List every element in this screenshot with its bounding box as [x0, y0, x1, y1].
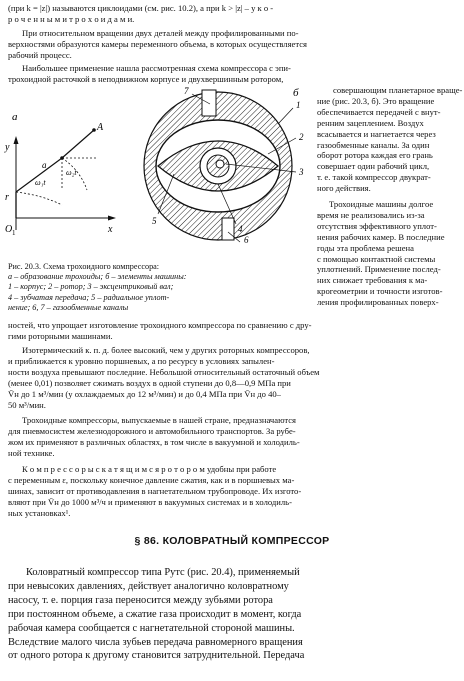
origin-subscript: 1	[12, 229, 16, 237]
text-line: и приближается к уровню поршневых, а по ресурсу в условиях запылен-	[8, 355, 275, 366]
part-label-4: 4	[238, 224, 243, 234]
text-line: (при k = |z|) называются циклоидами (см. рис. 10.2), а при k > |z| – у к о -	[8, 3, 274, 13]
text-line: оборот ротора каждая его грань	[317, 150, 433, 161]
text-line: ной технике.	[8, 447, 55, 458]
text-line: ного действия.	[317, 183, 371, 194]
caption-line: 1 – корпус; 2 – ротор; 3 – эксцентриковый вал;	[8, 282, 174, 292]
paragraph-5	[8, 464, 458, 519]
part-label-5: 5	[152, 216, 157, 226]
omega1-label: ω₁t	[35, 178, 46, 187]
part-label-1: 1	[296, 100, 301, 110]
text-line: т. е. такой компрессор двукрат-	[317, 172, 431, 183]
text-line: ления профилированных поверх-	[317, 297, 439, 308]
text-line: ностей, что упрощает изготовление трохоидного компрессора по сравнению с дру-	[8, 320, 312, 330]
part-label-7: 7	[184, 86, 189, 96]
figure-b-compressor-section	[118, 84, 318, 244]
text-line: рабочая камера сообщается с нагнетательной стороной машины.	[8, 622, 295, 634]
text-line: ности воздуха превышают последние. Небольшой относительный остаточный объем	[8, 366, 320, 377]
origin-label: O	[5, 224, 13, 235]
text-line: ных установках¹.	[8, 507, 71, 518]
text-line: жом их применяют в различных областях, в том числе в вакуумной и холодиль-	[8, 436, 300, 447]
text-line: Трохоидные компрессоры, выпускаемые в нашей стране, предназначаются	[22, 415, 297, 425]
figure-label-b: б	[293, 87, 299, 99]
point-A-label: A	[97, 122, 104, 133]
text-line: шинах, зависит от противодавления в нагнетательном трубопроводе. Их изгото-	[8, 485, 302, 496]
text-line: совершающим планетарное враще-	[333, 85, 463, 95]
text-line: совершает один рабочий цикл,	[317, 161, 430, 172]
text-line: вляют при V̄н до 1000 м³/ч и применяют в вакуумных системах и в холодиль-	[8, 496, 292, 507]
paragraph-right-2	[317, 199, 462, 308]
segment-a-label: a	[42, 160, 47, 170]
text-line: 50 м³/мин.	[8, 399, 46, 410]
paragraph-3	[8, 345, 458, 410]
text-line: с помощью контактной системы	[317, 253, 436, 264]
text-line: годы эта проблема решена	[317, 242, 414, 253]
text-line: них снижает требования к ма-	[317, 275, 428, 286]
paragraph-6	[8, 566, 460, 663]
text-line: насосу, т. е. порция газа переносится между зубьями ротора	[8, 594, 273, 606]
text-line: (менее 0,01) позволяет сжимать воздух в одной ступени до 0,8—0,9 МПа при	[8, 377, 291, 388]
part-label-2: 2	[299, 132, 304, 142]
text-line: нения рабочих камер. В последние	[317, 231, 445, 242]
figure-a-trochoid	[2, 100, 122, 240]
text-line: рабочий процесс.	[8, 49, 72, 60]
text-line: при невысоких давлениях, действует аналогично коловратному	[8, 580, 289, 592]
paragraph-1	[8, 28, 458, 61]
paragraph-2	[8, 63, 458, 85]
paragraph-top	[8, 3, 458, 25]
text-line: гими роторными машинами.	[8, 330, 113, 341]
radius-label: r	[5, 192, 9, 203]
text-line: При относительном вращении двух деталей между профилированными по-	[22, 28, 299, 38]
caption-line: 4 – зубчатая передача; 5 – радиальное уплот-	[8, 292, 170, 302]
figure-label-a: а	[12, 111, 18, 123]
text-line: Вследствие малого числа зубьев передача равномерного вращения	[8, 636, 303, 648]
paragraph-4	[8, 415, 458, 459]
text-line: для пневмосистем железнодорожного и автомобильного транспортов. За рубе-	[8, 425, 296, 436]
text-line: V̄н до 1 м³/мин (у охлаждаемых до 12 м³/мин) и до 0,4 МПа при V̄н до 40–	[8, 388, 281, 399]
text-line: крогеометрии и точности изготов-	[317, 286, 443, 297]
caption-line: а – образование трохоиды; б – элементы машины:	[8, 272, 187, 282]
text-line: ренним зацеплением. Воздух	[317, 117, 424, 128]
text-line: газообменные каналы. За один	[317, 139, 430, 150]
y-axis-label: y	[5, 142, 10, 153]
section-heading: § 86. КОЛОВРАТНЫЙ КОМПРЕССОР	[134, 535, 330, 547]
text-line: Трохоидные машины долгое	[329, 199, 434, 209]
x-axis-label: x	[108, 224, 113, 235]
caption-line: нение; 6, 7 – газообменные каналы	[8, 302, 129, 312]
text-line: с переменным ε, поскольку конечное давление сжатия, как и в поршневых ма-	[8, 474, 295, 485]
text-line: верхностями образуются камеры переменного объема, в которых осуществляется	[8, 38, 307, 49]
caption-title: Рис. 20.3. Схема трохоидного компрессора:	[8, 262, 160, 271]
text-line: отсутствия эффективного уплот-	[317, 220, 437, 231]
text-line: всасывается и нагнетается через	[317, 128, 436, 139]
text-line: уплотнений. Применение послед-	[317, 264, 441, 275]
figure-caption	[8, 262, 314, 313]
text-line: К о м п р е с с о р ы с к а т я щ и м с я р о т о р о м удобны при работе	[22, 464, 277, 474]
text-line: Коловратный компрессор типа Рутс (рис. 20.4), применяемый	[26, 567, 300, 578]
text-line: обеспечивается передачей с внут-	[317, 106, 441, 117]
text-line: при постоянном объеме, а сжатие газа происходит в момент, когда	[8, 608, 302, 620]
text-line: от одного ротора к другому становится затруднительной. Передача	[8, 650, 305, 662]
text-line: трохоидной расточкой в неподвижном корпусе и двухвершинным ротором,	[8, 73, 284, 84]
text-line: Изотермический к. п. д. более высокий, чем у других роторных компрессоров,	[22, 345, 310, 355]
text-line: Наибольшее применение нашла рассмотренная схема компрессора с эпи-	[22, 63, 291, 73]
paragraph-right	[317, 85, 462, 194]
text-line: ние (рис. 20.3, б). Это вращение	[317, 95, 435, 106]
omega2-label: ω₂t	[66, 168, 77, 177]
text-line: р о ч е н н ы м и т р о х о и д а м и.	[8, 13, 135, 24]
text-line: время не реализовались из-за	[317, 209, 425, 220]
part-label-3: 3	[299, 167, 304, 177]
part-label-6: 6	[244, 235, 249, 244]
paragraph-continuation	[8, 320, 458, 342]
